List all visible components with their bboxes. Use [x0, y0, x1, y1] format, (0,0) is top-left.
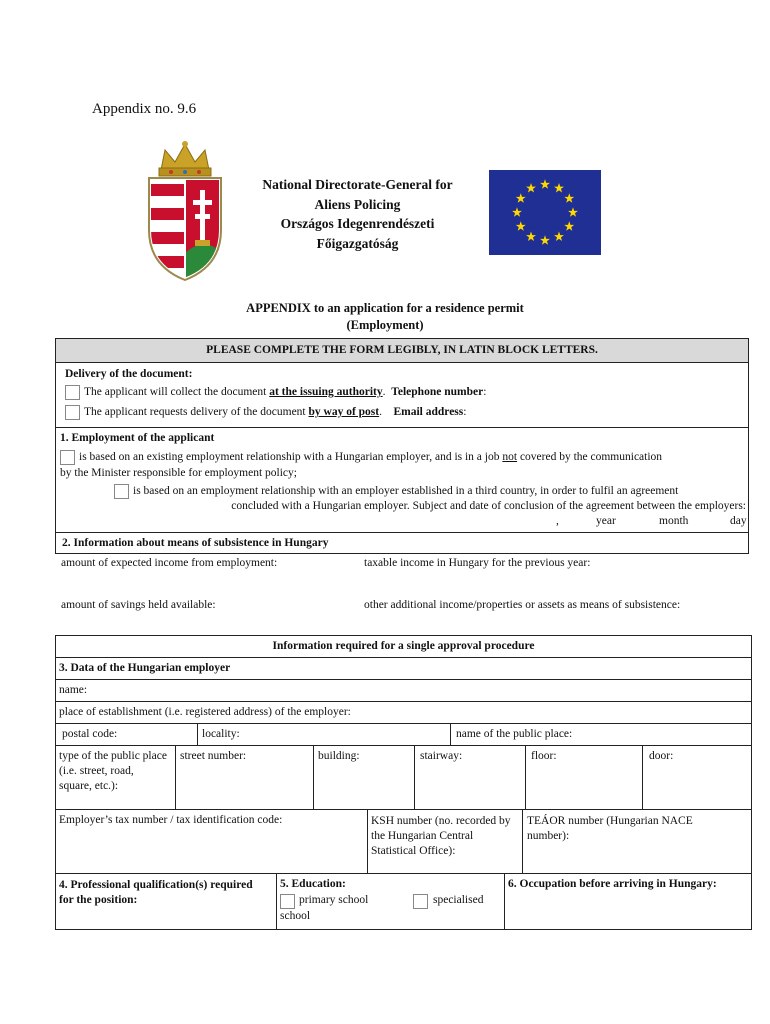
tax-number-label[interactable]: Employer’s tax number / tax identification code:: [59, 814, 283, 826]
divider: [642, 745, 643, 809]
approval-procedure-table: [55, 635, 752, 930]
divider: [522, 809, 523, 873]
employment-text: is based on an employment relationship with an employer established in a third country, in order to fulfil an agreement: [133, 485, 679, 498]
directorate-line: Aliens Policing: [314, 196, 401, 212]
hungarian-employer-checkbox[interactable]: [60, 450, 75, 465]
date-month-label: month: [659, 515, 689, 527]
section1-heading: 1. Employment of the applicant: [60, 432, 215, 444]
stairway-label[interactable]: stairway:: [420, 750, 463, 762]
third-country-checkbox[interactable]: [114, 484, 129, 499]
street-number-label[interactable]: street number:: [180, 750, 247, 762]
delivery-emphasis: by way of post: [308, 406, 380, 419]
directorate-line: Országos Idegenrendészeti: [280, 216, 435, 231]
colon: :: [483, 386, 487, 399]
delivery-text: .: [382, 386, 386, 399]
divider: [276, 873, 277, 929]
school-label: school: [280, 910, 311, 922]
public-place-type-label[interactable]: type of the public place (i.e. street, road, square, etc.):: [59, 750, 167, 792]
employment-option-line2: by the Minister responsible for employment policy;: [60, 467, 297, 479]
taxable-income-label: taxable income in Hungary for the previous year:: [364, 557, 591, 569]
primary-school-checkbox[interactable]: [280, 894, 295, 909]
divider: [504, 873, 505, 929]
expected-income-label: amount of expected income from employment:: [61, 557, 278, 569]
divider: [56, 809, 751, 810]
appendix-number: Appendix no. 9.6: [92, 101, 197, 117]
directorate-line: National Directorate-General for: [262, 177, 453, 192]
eu-flag-icon: [489, 170, 601, 255]
divider: [450, 723, 451, 745]
ksh-number-label[interactable]: KSH number (no. recorded by the Hungarian Central Statistical Office):: [371, 815, 511, 857]
postal-code-label[interactable]: postal code:: [62, 728, 118, 740]
delivery-heading: Delivery of the document:: [65, 368, 193, 380]
divider: [56, 532, 748, 533]
divider: [56, 427, 748, 428]
colon: :: [463, 406, 467, 419]
establishment-place-label[interactable]: place of establishment (i.e. registered address) of the employer:: [59, 706, 351, 718]
divider: [525, 745, 526, 809]
divider: [56, 873, 751, 874]
savings-label: amount of savings held available:: [61, 599, 216, 611]
divider: [414, 745, 415, 809]
employer-name-label[interactable]: name:: [59, 684, 88, 696]
document-title: [200, 300, 570, 334]
divider: [175, 745, 176, 809]
section2-heading: 2. Information about means of subsistence in Hungary: [62, 537, 329, 549]
collect-checkbox[interactable]: [65, 385, 80, 400]
employment-text: covered by the communication: [517, 451, 663, 464]
section6-label[interactable]: 6. Occupation before arriving in Hungary:: [508, 878, 717, 890]
section5-label: 5. Education:: [280, 878, 346, 890]
divider: [56, 745, 751, 746]
delivery-option-collect[interactable]: [65, 385, 486, 400]
employment-text: is based on an existing employment relationship with a Hungarian employer, and is in a job: [79, 451, 503, 464]
employment-option-line3: concluded with a Hungarian employer. Subject and date of conclusion of the agreement between the employers:: [231, 500, 746, 512]
employment-option-hungarian[interactable]: [60, 450, 662, 465]
title-line-1: APPENDIX to an application for a residence permit: [246, 301, 524, 315]
specialised-school-checkbox[interactable]: [413, 894, 428, 909]
divider: [56, 723, 751, 724]
delivery-emphasis: at the issuing authority: [269, 386, 383, 399]
telephone-label: Telephone number: [391, 386, 484, 399]
instruction-band: [56, 339, 748, 363]
divider: [197, 723, 198, 745]
delivery-text: The applicant will collect the document: [84, 386, 270, 399]
delivery-text: .: [379, 406, 382, 419]
divider: [313, 745, 314, 809]
divider: [56, 701, 751, 702]
door-label[interactable]: door:: [649, 750, 674, 762]
divider: [56, 657, 751, 658]
directorate-line: Főigazgatóság: [316, 235, 399, 251]
divider: [367, 809, 368, 873]
public-place-name-label[interactable]: name of the public place:: [456, 728, 573, 740]
instruction-text: PLEASE COMPLETE THE FORM LEGIBLY, IN LATIN BLOCK LETTERS.: [206, 344, 598, 356]
email-label: Email address: [393, 406, 464, 419]
directorate-name: [240, 175, 475, 253]
section3-heading: 3. Data of the Hungarian employer: [59, 662, 231, 674]
delivery-option-post[interactable]: [65, 405, 466, 420]
section4-label[interactable]: 4. Professional qualification(s) required for the position:: [59, 879, 253, 906]
building-label[interactable]: building:: [318, 750, 360, 762]
other-income-label: other additional income/properties or assets as means of subsistence:: [364, 599, 681, 611]
employment-emphasis: not: [502, 451, 518, 464]
title-line-2: (Employment): [346, 318, 424, 332]
floor-label[interactable]: floor:: [531, 750, 557, 762]
post-checkbox[interactable]: [65, 405, 80, 420]
date-day-label: day: [730, 515, 747, 527]
employment-option-third-country[interactable]: [114, 484, 678, 499]
teaor-number-label[interactable]: TEÁOR number (Hungarian NACE number):: [527, 815, 693, 842]
date-comma: ,: [556, 515, 559, 527]
date-year-label: year: [596, 515, 616, 527]
form-section-main: [55, 338, 749, 554]
delivery-text: The applicant requests delivery of the document: [84, 406, 309, 419]
specialised-label: specialised: [433, 894, 484, 906]
hungarian-coat-of-arms-icon: [143, 140, 227, 282]
divider: [56, 679, 751, 680]
primary-school-label: primary school: [299, 894, 369, 906]
approval-heading: Information required for a single approval procedure: [272, 640, 535, 652]
locality-label[interactable]: locality:: [202, 728, 240, 740]
